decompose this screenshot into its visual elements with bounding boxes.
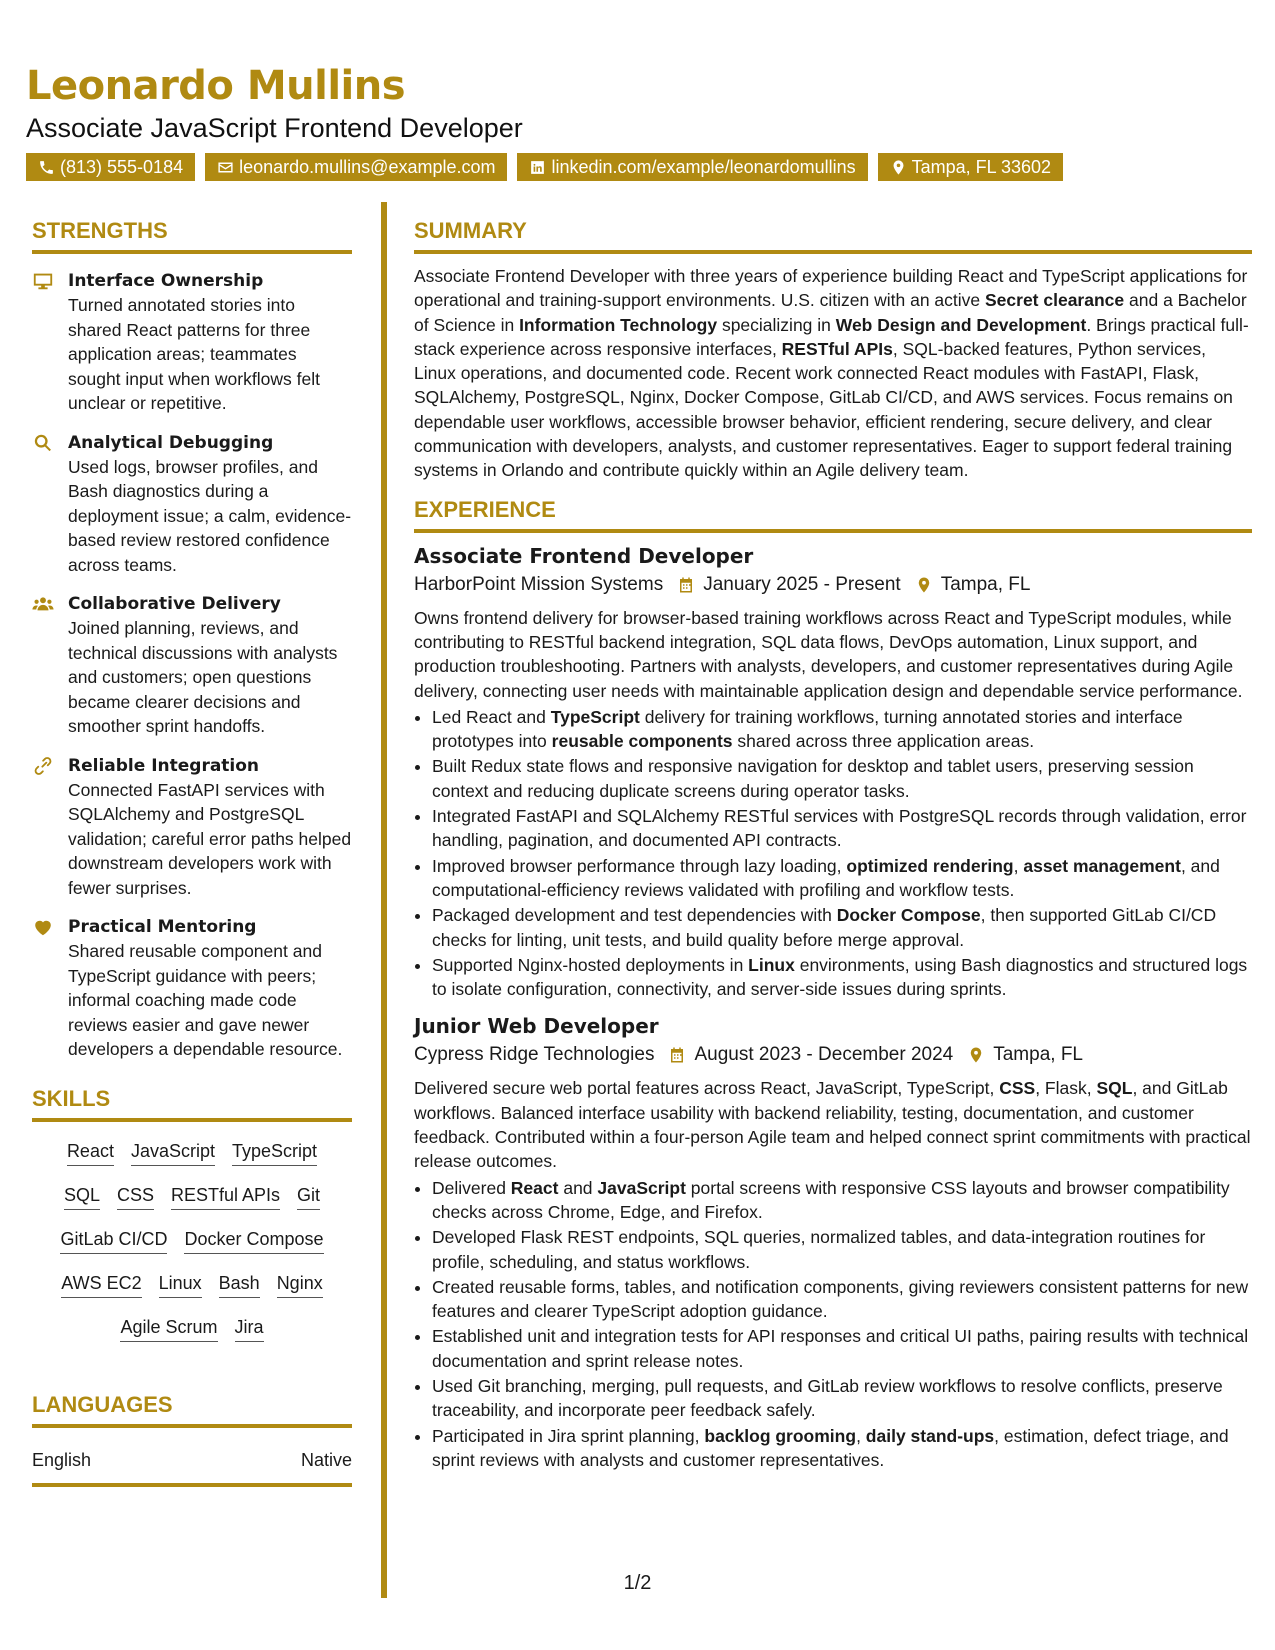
- emphasis-text: Information Technology: [519, 314, 718, 335]
- language-row: [32, 1450, 352, 1487]
- strength-heading: Collaborative Delivery: [68, 594, 281, 614]
- emphasis-text: Docker Compose: [836, 905, 981, 926]
- bullet-item: • Improved browser performance through lazy loading, optimized rendering, asset management, and computational-efficiency reviews validated with profiling and workflow tests.: [432, 854, 1252, 903]
- languages-title: LANGUAGES: [32, 1392, 352, 1428]
- skill-row: [32, 1228, 352, 1254]
- map-pin-icon: [967, 1046, 985, 1064]
- bullet-item: • Developed Flask REST endpoints, SQL queries, normalized tables, and data-integration routines for profile, scheduling, and status workflows.: [432, 1225, 1252, 1274]
- skill-tag: Git: [297, 1184, 320, 1210]
- strength-heading: Interface Ownership: [68, 271, 264, 291]
- job-bullets: [414, 705, 1252, 1002]
- skill-tag: Nginx: [277, 1272, 323, 1298]
- contact-linkedin-text: linkedin.com/example/leonardomullins: [551, 157, 856, 177]
- job-dates: January 2025 - Present: [703, 573, 901, 595]
- contact-linkedin[interactable]: [517, 153, 867, 181]
- job-description: Delivered secure web portal features across React, JavaScript, TypeScript, CSS, Flask, SQL, and GitLab workflows. Balanced interface usability with backend reliability, testing, documentation, and customer feedback. Contributed within a four-person Agile team and helped connect sprint commitments with practical release outcomes.: [414, 1078, 1251, 1172]
- skill-tag: Linux: [159, 1272, 202, 1298]
- emphasis-text: SQL: [1096, 1078, 1133, 1099]
- right-column: [414, 218, 1252, 1473]
- languages-section: [32, 1392, 352, 1487]
- skills-list: [32, 1140, 352, 1342]
- emphasis-text: CSS: [999, 1078, 1036, 1099]
- strengths-section: [32, 218, 352, 1062]
- strength-body: Turned annotated stories into shared React patterns for three application areas; teammates sought input when workflows felt unclear or repetitive.: [68, 295, 320, 413]
- experience-title: EXPERIENCE: [414, 497, 1252, 533]
- calendar-icon: [668, 1046, 686, 1064]
- skill-row: [32, 1316, 352, 1342]
- skill-tag: TypeScript: [232, 1140, 317, 1166]
- job-company: Cypress Ridge Technologies: [414, 1044, 655, 1066]
- strength-body: Used logs, browser profiles, and Bash diagnostics during a deployment issue; a calm, evidence-based review restored confidence across teams.: [68, 456, 352, 575]
- summary-text: Associate Frontend Developer with three years of experience building React and TypeScript applications for operational and training-support environments. U.S. citizen with an active Secret clearance and a Bachelor of Science in Information Technology specializing in Web Design and Development. Brings practical full-stack experience across responsive interfaces, RESTful APIs, SQL-backed features, Python services, Linux operations, and documented code. Recent work connected React modules with FastAPI, Flask, SQLAlchemy, PostgreSQL, Nginx, Docker Compose, GitLab CI/CD, and AWS services. Focus remains on dependable user workflows, accessible browser behavior, efficient rendering, secure delivery, and clear communication with developers, analysts, and customer representatives. Eager to support federal training systems in Orlando and contribute quickly within an Agile delivery team.: [414, 266, 1249, 481]
- bullet-item: • Built Redux state flows and responsive navigation for desktop and tablet users, preserving session context and reducing duplicate screens during operator tasks.: [432, 754, 1252, 803]
- skill-tag: AWS EC2: [61, 1272, 141, 1298]
- contact-bar: [26, 153, 1256, 181]
- skill-tag: React: [67, 1140, 114, 1166]
- bullet-item: • Used Git branching, merging, pull requests, and GitLab review workflows to resolve conflicts, preserve traceability, and incorporate peer feedback safely.: [432, 1374, 1252, 1423]
- skill-tag: Bash: [219, 1272, 260, 1298]
- contact-email-text: leonardo.mullins@example.com: [239, 157, 496, 177]
- job-meta: [414, 1042, 1252, 1068]
- search-icon: [32, 432, 54, 454]
- emphasis-text: TypeScript: [550, 706, 640, 727]
- language-name: English: [32, 1449, 92, 1470]
- job-meta: [414, 572, 1252, 598]
- job-title: Junior Web Developer: [414, 1014, 659, 1039]
- strength-item: [32, 431, 352, 578]
- job-location: Tampa, FL: [940, 573, 1031, 595]
- linkedin-icon: [529, 159, 546, 176]
- emphasis-text: asset management: [1023, 855, 1181, 876]
- link-icon: [32, 755, 54, 777]
- column-divider: [381, 202, 387, 1598]
- heart-icon: [32, 916, 54, 938]
- bullet-item: • Integrated FastAPI and SQLAlchemy RESTful services with PostgreSQL records through validation, error handling, pagination, and documented API contracts.: [432, 804, 1252, 853]
- strength-item: [32, 754, 352, 901]
- strength-item: [32, 915, 352, 1062]
- emphasis-text: backlog grooming: [704, 1425, 857, 1446]
- contact-location-text: Tampa, FL 33602: [911, 157, 1052, 177]
- language-level: Native: [300, 1449, 352, 1470]
- job-company: HarborPoint Mission Systems: [414, 573, 664, 595]
- emphasis-text: Web Design and Development: [835, 314, 1087, 335]
- monitor-icon: [32, 270, 54, 292]
- strength-heading: Analytical Debugging: [68, 432, 274, 453]
- skill-tag: Jira: [235, 1316, 264, 1342]
- strength-heading: Practical Mentoring: [68, 917, 257, 937]
- strength-body: Shared reusable component and TypeScript guidance with peers; informal coaching made code reviews easier and gave newer developers a dependable resource.: [68, 941, 343, 1059]
- emphasis-text: optimized rendering: [846, 855, 1014, 876]
- candidate-title: Associate JavaScript Frontend Developer: [26, 113, 523, 143]
- job-title: Associate Frontend Developer: [414, 543, 754, 568]
- candidate-name: Leonardo Mullins: [26, 63, 406, 109]
- phone-icon: [38, 159, 55, 176]
- skill-tag: GitLab CI/CD: [60, 1228, 167, 1254]
- emphasis-text: reusable components: [551, 731, 733, 752]
- emphasis-text: Secret clearance: [985, 290, 1125, 311]
- skill-row: [32, 1140, 352, 1166]
- users-icon: [32, 593, 54, 615]
- emphasis-text: RESTful APIs: [781, 338, 893, 359]
- skill-tag: Agile Scrum: [120, 1316, 217, 1342]
- skill-tag: JavaScript: [131, 1140, 215, 1166]
- strengths-title: STRENGTHS: [32, 218, 352, 254]
- summary-title: SUMMARY: [414, 218, 1252, 254]
- skill-tag: CSS: [117, 1184, 154, 1210]
- bullet-item: • Supported Nginx-hosted deployments in Linux environments, using Bash diagnostics and structured logs to isolate configuration, connectivity, and server-side issues during sprints.: [432, 953, 1252, 1002]
- bullet-item: • Created reusable forms, tables, and notification components, giving reviewers consistent patterns for new features and clearer TypeScript adoption guidance.: [432, 1275, 1252, 1324]
- left-column: [32, 218, 352, 1487]
- bullet-item: • Participated in Jira sprint planning, backlog grooming, daily stand-ups, estimation, defect triage, and sprint reviews with analysts and customer representatives.: [432, 1424, 1252, 1473]
- skill-tag: Docker Compose: [184, 1228, 323, 1254]
- bullet-item: • Packaged development and test dependencies with Docker Compose, then supported GitLab CI/CD checks for linting, unit tests, and build quality before merge approval.: [432, 903, 1252, 952]
- job-entry: [414, 543, 1252, 1002]
- strength-item: [32, 269, 352, 416]
- job-entry: [414, 1013, 1252, 1472]
- skill-tag: SQL: [64, 1184, 100, 1210]
- emphasis-text: daily stand-ups: [865, 1425, 995, 1446]
- contact-phone-text: (813) 555-0184: [60, 157, 184, 177]
- skill-row: [32, 1184, 352, 1210]
- skill-row: [32, 1272, 352, 1298]
- strength-body: Connected FastAPI services with SQLAlchemy and PostgreSQL validation; careful error paths helped downstream developers work with fewer surprises.: [68, 779, 352, 898]
- job-bullets: [414, 1176, 1252, 1473]
- page-number: 1/2: [623, 1572, 652, 1594]
- emphasis-text: JavaScript: [597, 1177, 686, 1198]
- envelope-icon: [217, 159, 234, 176]
- job-dates: August 2023 - December 2024: [694, 1044, 954, 1066]
- job-description: Owns frontend delivery for browser-based training workflows across React and TypeScript modules, while contributing to RESTful backend integration, SQL data flows, DevOps automation, Linux support, and production troubleshooting. Partners with analysts, developers, and customer representatives during Agile delivery, connecting user needs with maintainable application design and dependable service performance.: [414, 607, 1243, 701]
- contact-phone[interactable]: [26, 153, 195, 181]
- skills-section: [32, 1086, 352, 1342]
- job-location: Tampa, FL: [993, 1044, 1083, 1066]
- strength-body: Joined planning, reviews, and technical discussions with analysts and customers; open questions became clearer decisions and smoother sprint handoffs.: [68, 618, 338, 736]
- bullet-item: • Delivered React and JavaScript portal screens with responsive CSS layouts and browser compatibility checks across Chrome, Edge, and Firefox.: [432, 1176, 1252, 1225]
- strength-heading: Reliable Integration: [68, 755, 260, 776]
- bullet-item: • Led React and TypeScript delivery for training workflows, turning annotated stories and interface prototypes into reusable components shared across three application areas.: [432, 705, 1252, 754]
- calendar-icon: [677, 576, 695, 594]
- emphasis-text: Linux: [748, 954, 795, 975]
- strength-item: [32, 592, 352, 739]
- skills-title: SKILLS: [32, 1086, 352, 1122]
- skill-tag: RESTful APIs: [171, 1184, 280, 1210]
- resume-header: [26, 62, 1256, 181]
- map-pin-icon: [890, 159, 907, 176]
- contact-email[interactable]: [205, 153, 507, 181]
- contact-location: [878, 153, 1063, 181]
- map-pin-icon: [915, 576, 933, 594]
- bullet-item: • Established unit and integration tests for API responses and critical UI paths, pairing results with technical documentation and sprint release notes.: [432, 1324, 1252, 1373]
- emphasis-text: React: [510, 1177, 559, 1198]
